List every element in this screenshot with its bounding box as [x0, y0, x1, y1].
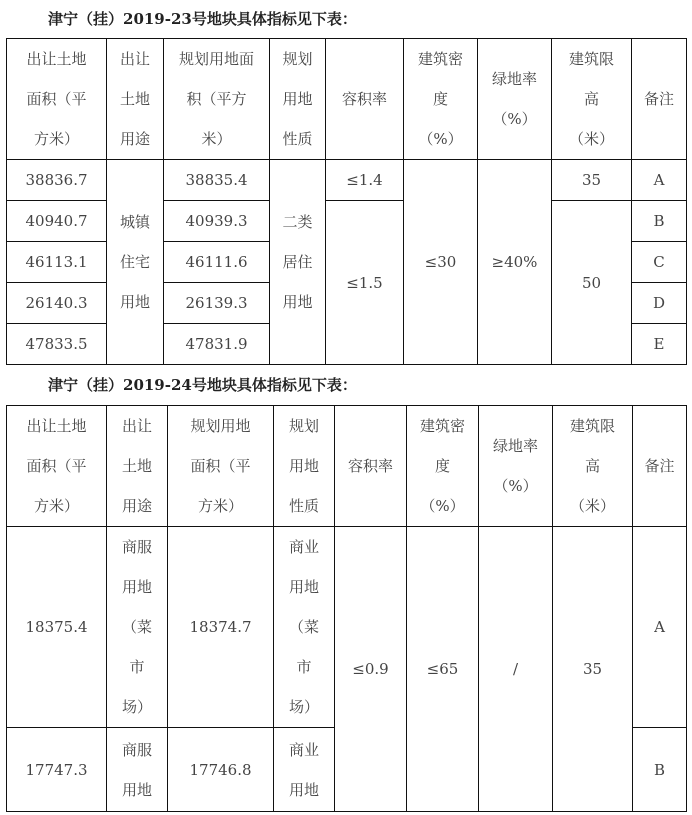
header-density: 建筑密 度 （%） — [407, 406, 479, 527]
planned-area-cell: 46111.6 — [164, 242, 270, 283]
area-cell: 26140.3 — [7, 283, 107, 324]
note-cell: A — [632, 160, 687, 201]
header-planning-nature: 规划 用地 性质 — [274, 406, 335, 527]
land-use-cell: 商服 用地 — [107, 728, 168, 812]
header-height-limit: 建筑限 高 （米） — [552, 39, 632, 160]
table2-heading: 津宁（挂）2019-24号地块具体指标见下表： — [48, 376, 357, 394]
area-cell: 40940.7 — [7, 201, 107, 242]
table-row — [7, 527, 687, 728]
area-cell: 47833.5 — [7, 324, 107, 365]
header-far: 容积率 — [335, 406, 407, 527]
header-planning-nature: 规划 用地 性质 — [270, 39, 326, 160]
land-parcel-24-table — [6, 405, 687, 812]
planned-area-cell: 18374.7 — [168, 527, 274, 728]
header-transfer-use: 出让 土地 用途 — [107, 406, 168, 527]
table1-heading: 津宁（挂）2019-23号地块具体指标见下表： — [48, 10, 357, 28]
planned-area-cell: 26139.3 — [164, 283, 270, 324]
land-use-cell: 城镇 住宅 用地 — [107, 160, 164, 365]
area-cell: 18375.4 — [7, 527, 107, 728]
area-cell: 46113.1 — [7, 242, 107, 283]
header-far: 容积率 — [326, 39, 404, 160]
density-cell: ≤30 — [404, 160, 478, 365]
note-cell: E — [632, 324, 687, 365]
area-cell: 38836.7 — [7, 160, 107, 201]
header-note: 备注 — [632, 39, 687, 160]
planned-area-cell: 47831.9 — [164, 324, 270, 365]
header-transfer-area: 出让土地 面积（平 方米） — [7, 39, 107, 160]
planning-nature-cell: 二类 居住 用地 — [270, 160, 326, 365]
header-transfer-area: 出让土地 面积（平 方米） — [7, 406, 107, 527]
far-cell: ≤1.5 — [326, 201, 404, 365]
planning-nature-cell: 商业 用地 （菜 市 场） — [274, 527, 335, 728]
header-density: 建筑密 度 （%） — [404, 39, 478, 160]
planned-area-cell: 17746.8 — [168, 728, 274, 812]
land-parcel-23-table — [6, 38, 687, 365]
header-planned-area: 规划用地面 积（平方 米） — [164, 39, 270, 160]
planned-area-cell: 38835.4 — [164, 160, 270, 201]
header-green-rate: 绿地率 （%） — [479, 406, 553, 527]
note-cell: C — [632, 242, 687, 283]
header-green-rate: 绿地率 （%） — [478, 39, 552, 160]
note-cell: B — [632, 201, 687, 242]
note-cell: A — [633, 527, 687, 728]
area-cell: 17747.3 — [7, 728, 107, 812]
header-planned-area: 规划用地 面积（平 方米） — [168, 406, 274, 527]
table-header-row — [7, 406, 687, 527]
green-rate-cell: ≥40% — [478, 160, 552, 365]
table-row — [7, 160, 687, 201]
planned-area-cell: 40939.3 — [164, 201, 270, 242]
header-transfer-use: 出让 土地 用途 — [107, 39, 164, 160]
note-cell: D — [632, 283, 687, 324]
far-cell: ≤1.4 — [326, 160, 404, 201]
land-use-cell: 商服 用地 （菜 市 场） — [107, 527, 168, 728]
height-cell: 50 — [552, 201, 632, 365]
green-rate-cell: / — [479, 527, 553, 812]
note-cell: B — [633, 728, 687, 812]
header-note: 备注 — [633, 406, 687, 527]
far-cell: ≤0.9 — [335, 527, 407, 812]
height-cell: 35 — [553, 527, 633, 812]
planning-nature-cell: 商业 用地 — [274, 728, 335, 812]
header-height-limit: 建筑限 高 （米） — [553, 406, 633, 527]
density-cell: ≤65 — [407, 527, 479, 812]
height-cell: 35 — [552, 160, 632, 201]
table-header-row — [7, 39, 687, 160]
